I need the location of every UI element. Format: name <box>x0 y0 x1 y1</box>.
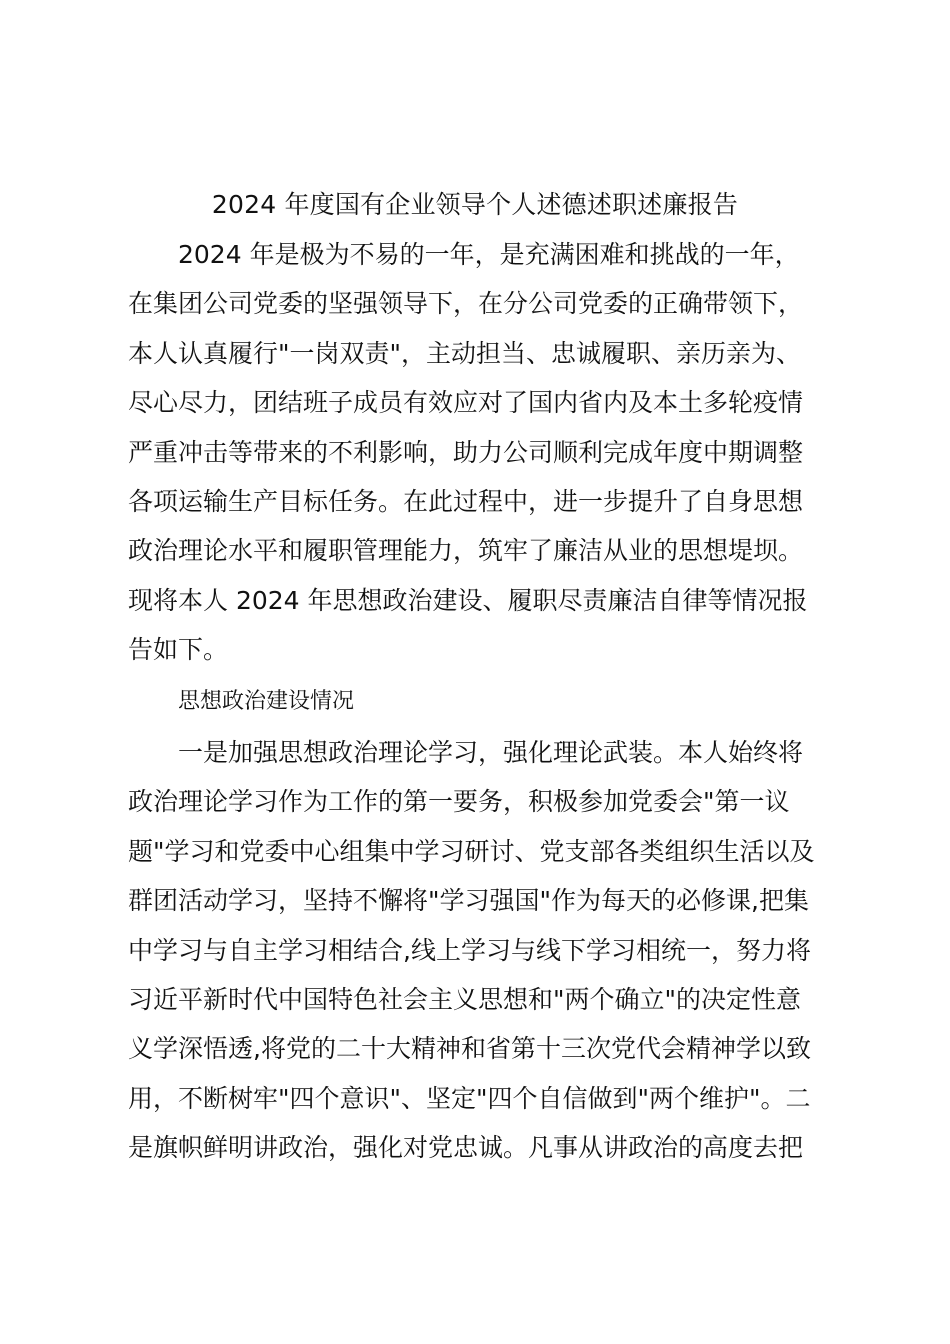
text-line: 在集团公司党委的坚强领导下，在分公司党委的正确带领下， <box>128 289 804 319</box>
text-line: 政治理论水平和履职管理能力，筑牢了廉洁从业的思想堤坝。 <box>128 536 804 566</box>
text-line: 各项运输生产目标任务。在此过程中，进一步提升了自身思想 <box>128 487 804 517</box>
text-line: 中学习与自主学习相结合,线上学习与线下学习相统一，努力将 <box>128 935 811 965</box>
text-line: 2024 年是极为不易的一年，是充满困难和挑战的一年， <box>178 240 800 269</box>
text-line: 一是加强思想政治理论学习，强化理论武装。本人始终将 <box>178 738 804 767</box>
text-line: 尽心尽力，团结班子成员有效应对了国内省内及本土多轮疫情 <box>128 388 804 418</box>
text-line: 群团活动学习，坚持不懈将"学习强国"作为每天的必修课,把集 <box>128 886 809 916</box>
text-line: 现将本人 2024 年思想政治建设、履职尽责廉洁自律等情况报 <box>128 585 808 615</box>
text-line: 用，不断树牢"四个意识"、坚定"四个自信做到"两个维护"。二 <box>128 1083 811 1113</box>
text-line: 本人认真履行"一岗双责"，主动担当、忠诚履职、亲历亲为、 <box>128 338 802 368</box>
section-paragraph <box>128 728 831 1173</box>
text-line: 政治理论学习作为工作的第一要务，积极参加党委会"第一议 <box>128 787 790 817</box>
text-line: 是旗帜鲜明讲政治，强化对党忠诚。凡事从讲政治的高度去把 <box>128 1133 804 1163</box>
text-line: 习近平新时代中国特色社会主义思想和"两个确立"的决定性意 <box>128 985 802 1015</box>
document-title: 2024 年度国有企业领导个人述德述职述廉报告 <box>211 190 739 219</box>
section-heading: 思想政治建设情况 <box>178 689 355 714</box>
text-line: 题"学习和党委中心组集中学习研讨、党支部各类组织生活以及 <box>128 836 815 866</box>
text-line: 告如下。 <box>128 635 229 665</box>
text-line: 严重冲击等带来的不利影响，助力公司顺利完成年度中期调整 <box>128 437 804 467</box>
intro-paragraph <box>128 230 831 675</box>
text-line: 义学深悟透,将党的二十大精神和省第十三次党代会精神学以致 <box>128 1034 811 1064</box>
